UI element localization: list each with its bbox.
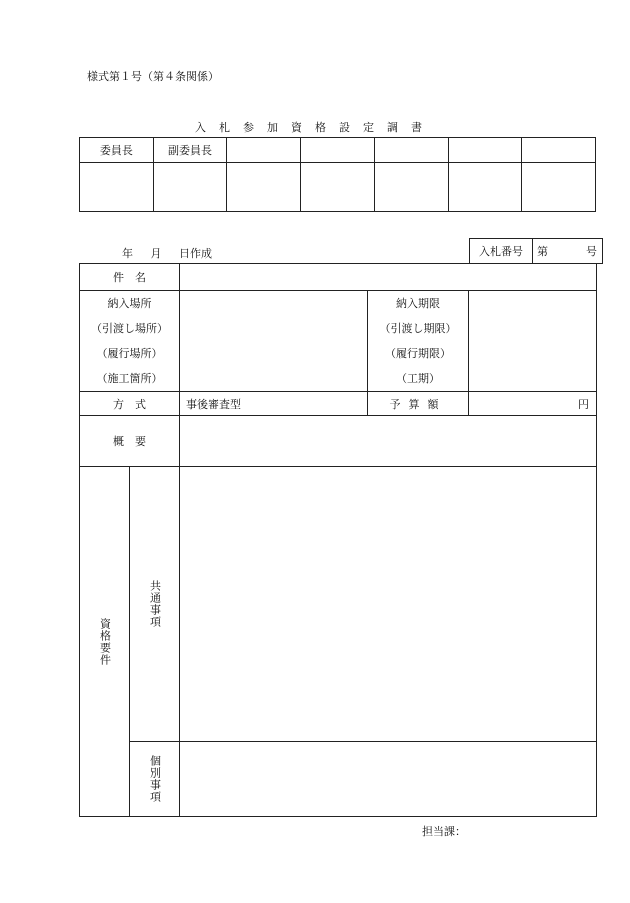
deadline-line: （履行期限） (385, 347, 451, 360)
approval-seal-box (522, 163, 596, 212)
delivery-location-label (80, 291, 180, 392)
bid-number-go: 号 (586, 245, 597, 258)
delivery-deadline-value (469, 291, 597, 392)
approval-seal-box (80, 163, 154, 212)
common-label-cell (130, 467, 180, 742)
budget-label: 予算額 (368, 392, 469, 416)
method-label: 方 式 (80, 392, 180, 416)
common-items-value (180, 467, 597, 742)
subject-label: 件 名 (80, 264, 180, 291)
budget-unit: 円 (469, 392, 597, 416)
individual-label-cell (130, 742, 180, 817)
qualification-label: 資格要件 (98, 617, 112, 666)
approval-header-vice-chair: 副委員長 (153, 138, 227, 163)
approval-seal-box (448, 163, 522, 212)
creation-date-line: 年 月 日作成 (122, 247, 212, 260)
individual-items-value (180, 742, 597, 817)
approval-header-blank (301, 138, 375, 163)
document-title: 入札参加資格設定調書 (195, 121, 435, 134)
approval-header-blank (448, 138, 522, 163)
delivery-deadline-label (368, 291, 469, 392)
responsible-section-label: 担当課： (422, 825, 466, 838)
bid-number-dai: 第 (537, 245, 548, 258)
summary-label: 概 要 (80, 416, 180, 467)
location-line: （施工箇所） (96, 372, 163, 385)
subject-value (180, 264, 597, 291)
approval-seal-box (153, 163, 227, 212)
deadline-line: （引渡し期限） (379, 322, 457, 335)
approval-seal-box (374, 163, 448, 212)
method-value: 事後審査型 (180, 392, 368, 416)
summary-value (180, 416, 597, 467)
qualification-label-cell (80, 467, 130, 817)
delivery-location-value (180, 291, 368, 392)
individual-items-label: 個別事項 (148, 755, 162, 803)
approval-stamp-table (79, 137, 596, 212)
approval-seal-box (301, 163, 375, 212)
location-line: 納入場所 (107, 297, 152, 310)
approval-seal-box (227, 163, 301, 212)
approval-header-blank (522, 138, 596, 163)
main-form-table (79, 263, 597, 817)
common-items-label: 共通事項 (148, 580, 162, 628)
approval-header-blank (227, 138, 301, 163)
form-number-label: 様式第１号（第４条関係） (87, 70, 219, 83)
approval-header-blank (374, 138, 448, 163)
location-line: （引渡し場所） (91, 322, 168, 335)
deadline-line: （工期） (396, 372, 440, 385)
bid-number-field (533, 239, 603, 264)
bid-number-label: 入札番号 (470, 239, 533, 264)
deadline-line: 納入期限 (396, 297, 440, 310)
location-line: （履行場所） (96, 347, 163, 360)
bid-number-box (469, 238, 603, 264)
approval-header-chair: 委員長 (80, 138, 154, 163)
